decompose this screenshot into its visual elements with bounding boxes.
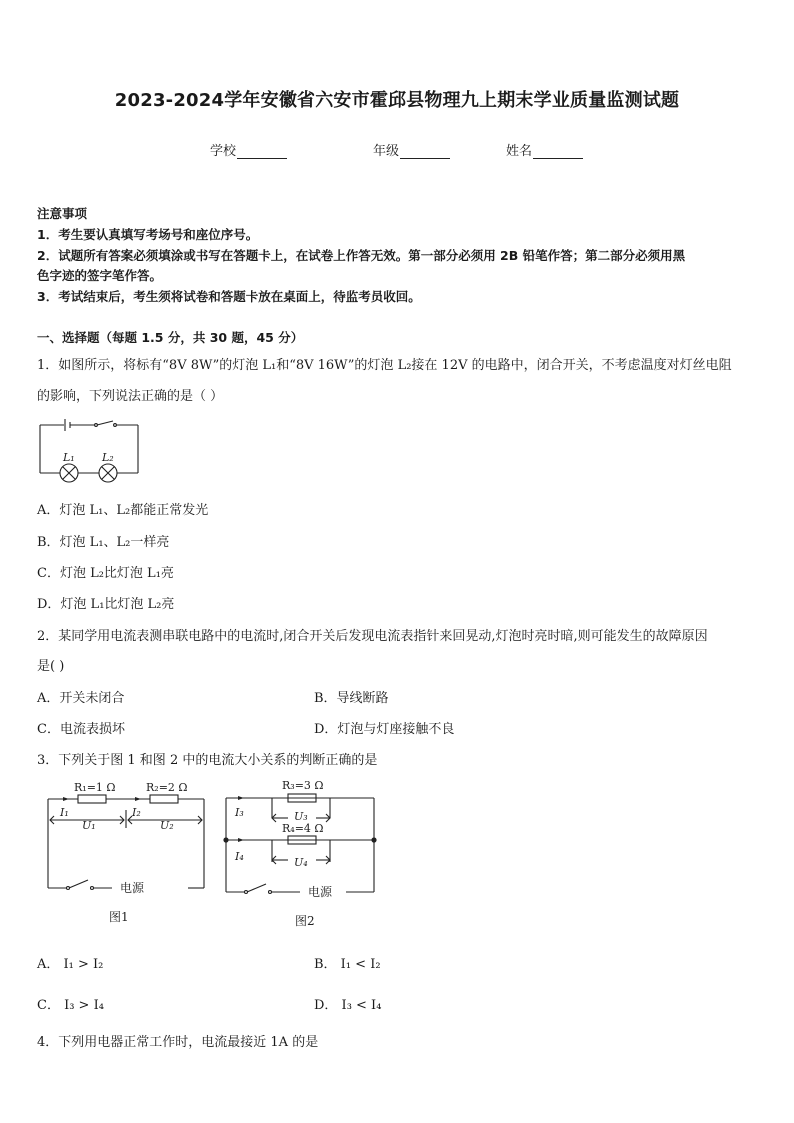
notice-item: 2．试题所有答案必须填涂或书写在答题卡上，在试卷上作答无效。第一部分必须用 2B 铅笔作答；第二部分必须用黑	[37, 248, 686, 263]
school-label: 学校	[210, 144, 237, 159]
question-2-stem: 是( )	[37, 659, 65, 674]
question-2-option-a[interactable]: A．开关未闭合	[37, 691, 125, 706]
power-source-label: 电源	[120, 881, 145, 895]
voltage-u2-label: U₂	[160, 819, 174, 832]
name-field	[506, 140, 583, 159]
resistor-r4-label: R₄=4 Ω	[282, 822, 324, 835]
voltage-u3-label: U₃	[294, 810, 308, 823]
figure-2-caption: 图2	[295, 914, 315, 928]
name-label: 姓名	[506, 144, 533, 159]
question-3-option-c[interactable]: C． I₃ > I₄	[37, 998, 104, 1013]
question-4-stem: 4．下列用电器正常工作时，电流最接近 1A 的是	[37, 1035, 319, 1050]
question-1-stem: 1．如图所示，将标有“8V 8W”的灯泡 L₁和“8V 16W”的灯泡 L₂接在 12V 的电路中，闭合开关，不考虑温度对灯丝电阻	[37, 358, 732, 373]
question-3-stem: 3．下列关于图 1 和图 2 中的电流大小关系的判断正确的是	[37, 753, 378, 768]
voltage-u4-label: U₄	[294, 856, 308, 869]
question-3-figure-2	[222, 774, 382, 932]
notice-item: 3．考试结束后，考生须将试卷和答题卡放在桌面上，待监考员收回。	[37, 289, 421, 304]
notice-heading: 注意事项	[37, 206, 88, 221]
lamp-2-label: L₂	[102, 451, 114, 464]
section-heading: 一、选择题（每题 1.5 分，共 30 题，45 分）	[37, 330, 304, 345]
grade-field	[373, 140, 450, 159]
question-1-circuit-diagram	[38, 416, 143, 486]
figure-1-caption: 图1	[109, 910, 129, 924]
question-1-option-c[interactable]: C．灯泡 L₂比灯泡 L₁亮	[37, 566, 174, 581]
school-field	[210, 140, 287, 159]
notice-item: 1．考生要认真填写考场号和座位序号。	[37, 227, 259, 242]
question-3-option-a[interactable]: A． I₁ > I₂	[37, 957, 104, 972]
grade-blank	[400, 144, 450, 159]
question-1-stem: 的影响，下列说法正确的是（ ）	[37, 389, 224, 404]
question-1-option-d[interactable]: D．灯泡 L₁比灯泡 L₂亮	[37, 597, 175, 612]
school-blank	[237, 144, 287, 159]
voltage-u1-label: U₁	[82, 819, 96, 832]
power-source-label: 电源	[308, 885, 333, 899]
question-3-option-d[interactable]: D． I₃ < I₄	[314, 998, 382, 1013]
name-blank	[533, 144, 583, 159]
question-2-option-c[interactable]: C．电流表损坏	[37, 722, 125, 737]
current-i3-label: I₃	[235, 806, 244, 819]
question-1-option-a[interactable]: A．灯泡 L₁、L₂都能正常发光	[37, 503, 209, 518]
notice-item: 色字迹的签字笔作答。	[37, 268, 163, 283]
question-2-option-d[interactable]: D．灯泡与灯座接触不良	[314, 722, 455, 737]
question-1-option-b[interactable]: B．灯泡 L₁、L₂一样亮	[37, 535, 170, 550]
current-i2-label: I₂	[132, 806, 141, 819]
current-i4-label: I₄	[235, 850, 244, 863]
grade-label: 年级	[373, 144, 400, 159]
lamp-1-label: L₁	[63, 451, 75, 464]
page-title: 2023-2024学年安徽省六安市霍邱县物理九上期末学业质量监测试题	[114, 90, 680, 111]
question-3-option-b[interactable]: B． I₁ < I₂	[314, 957, 381, 972]
resistor-r1-label: R₁=1 Ω	[74, 781, 116, 794]
question-2-option-b[interactable]: B．导线断路	[314, 691, 389, 706]
resistor-r2-label: R₂=2 Ω	[146, 781, 188, 794]
question-3-figure-1	[44, 778, 214, 930]
resistor-r3-label: R₃=3 Ω	[282, 779, 324, 792]
question-2-stem: 2．某同学用电流表测串联电路中的电流时,闭合开关后发现电流表指针来回晃动,灯泡时亮时暗,则可能发生的故障原因	[37, 629, 708, 644]
current-i1-label: I₁	[60, 806, 69, 819]
